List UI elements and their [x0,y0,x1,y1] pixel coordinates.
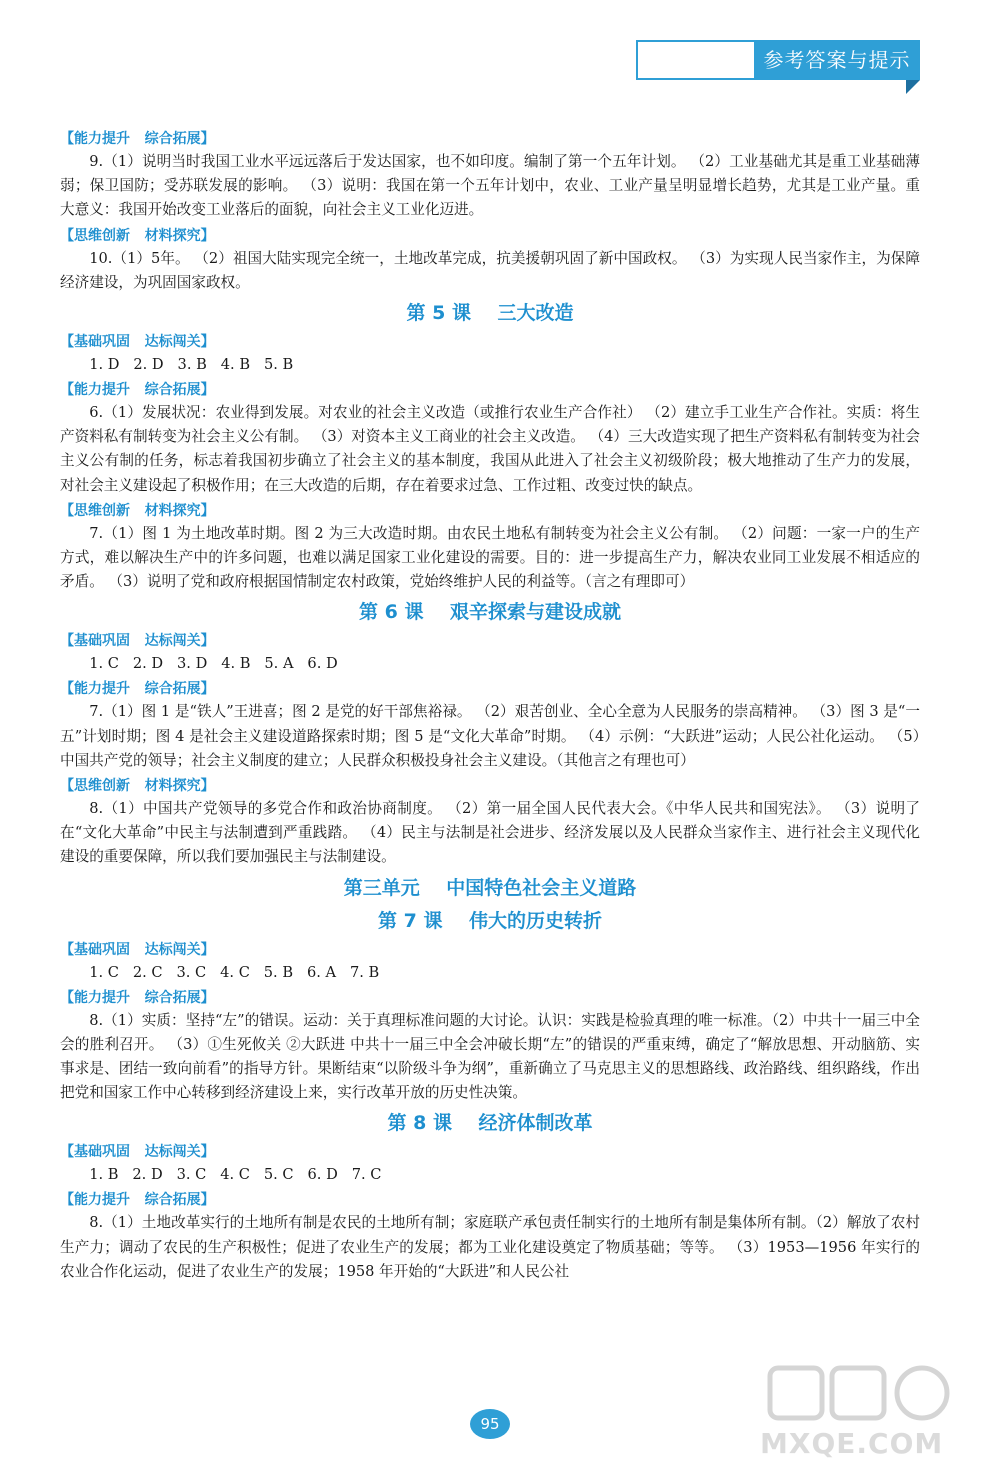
header-frame [636,40,756,80]
section-label: 【基础巩固 达标闯关】 [60,941,215,958]
watermark-logo [760,1360,990,1460]
answer-paragraph: 7.（1）图 1 是“铁人”王进喜；图 2 是党的好干部焦裕禄。 （2）艰苦创业、全心全意为人民服务的崇高精神。 （3）图 3 是“一五”计划时期；图 4 是社会主义建设道路探索时期；图 5 是“文化大革命”时期。 （4）示例：“大跃进”运动；人民公社化运动。 （5）中国共产党的领导；社会主义制度的建立；人民群众积极投身社会主义建设。（其他言之有理也可） [60,703,920,769]
section-label: 【能力提升 综合拓展】 [60,989,215,1006]
section-label: 【基础巩固 达标闯关】 [60,334,215,351]
answer-paragraph: 9.（1）说明当时我国工业水平远远落后于发达国家，也不如印度。编制了第一个五年计划。 （2）工业基础尤其是重工业基础薄弱；保卫国防；受苏联发展的影响。 （3）说明：我国在第一个五年计划中，农业、工业产量呈明显增长趋势，尤其是工业产量。重大意义：我国开始改变工业落后的面貌，向社会主义工业化迈进。 [60,153,920,219]
section-label: 【能力提升 综合拓展】 [60,681,215,698]
lesson-title: 第 5 课 三大改造 [406,302,574,325]
choice-answers: 1. C 2. D 3. D 4. B 5. A 6. D [89,655,338,673]
section-label: 【思维创新 材料探究】 [60,502,215,519]
answer-content [60,126,920,1284]
header-tab-fold [906,80,920,94]
lesson-title: 第三单元 中国特色社会主义道路 [343,876,637,899]
section-label: 【能力提升 综合拓展】 [60,1192,215,1209]
section-label: 【基础巩固 达标闯关】 [60,633,215,650]
section-label: 【能力提升 综合拓展】 [60,131,215,147]
section-label: 【思维创新 材料探究】 [60,778,215,795]
choice-answers: 1. D 2. D 3. B 4. B 5. B [89,356,294,374]
answer-paragraph: 8.（1）实质：坚持“左”的错误。运动：关于真理标准问题的大讨论。认识：实践是检验真理的唯一标准。（2）中共十一届三中全会的胜利召开。 （3）①生死攸关 ②大跃进 中共十一届三中全会冲破长期“左”的错误的严重束缚，确定了“解放思想、开动脑筋、实事求是、团结一致向前看”的指导方针。果断结束“以阶级斗争为纲”，重新确立了马克思主义的思想路线、政治路线、组织路线，作出把党和国家工作中心转移到经济建设上来，实行改革开放的历史性决策。 [60,1011,920,1102]
watermark-graphic-icon [760,1360,960,1430]
section-label: 【基础巩固 达标闯关】 [60,1144,215,1161]
watermark-text: MXQE.COM [760,1427,944,1460]
choice-answers: 1. C 2. C 3. C 4. C 5. B 6. A 7. B [89,963,380,981]
page-header [636,40,920,102]
answer-paragraph: 7.（1）图 1 为土地改革时期。图 2 为三大改造时期。由农民土地私有制转变为社会主义公有制。 （2）问题：一家一户的生产方式，难以解决生产中的许多问题，也难以满足国家工业化建设的需要。目的：进一步提高生产力，解决农业同工业发展不相适应的矛盾。 （3）说明了党和政府根据国情制定农村政策，党始终维护人民的利益等。（言之有理即可） [60,524,920,591]
section-label: 【能力提升 综合拓展】 [60,382,215,399]
answer-paragraph: 10.（1）5年。 （2）祖国大陆实现完全统一，土地改革完成，抗美援朝巩固了新中国政权。 （3）为实现人民当家作主，为保障经济建设，为巩固国家政权。 [60,249,920,291]
answer-paragraph: 8.（1）中国共产党领导的多党合作和政治协商制度。 （2）第一届全国人民代表大会。《中华人民共和国宪法》。 （3）说明了在“文化大革命”中民主与法制遭到严重践踏。 （4）民主与法制是社会进步、经济发展以及人民群众当家作主、进行社会主义现代化建设的重要保障，所以我们要加强民主与法制建设。 [60,800,920,866]
lesson-title: 第 8 课 经济体制改革 [387,1112,593,1135]
page-number: 95 [470,1409,510,1439]
lesson-title: 第 6 课 艰辛探索与建设成就 [359,601,621,624]
header-tab: 参考答案与提示 [754,40,920,80]
answer-paragraph: 8.（1）土地改革实行的土地所有制是农民的土地所有制；家庭联产承包责任制实行的土地所有制是集体所有制。（2）解放了农村生产力；调动了农民的生产积极性；促进了农业生产的发展；都为工业化建设奠定了物质基础；等等。 （3）1953—1956 年实行的农业合作化运动，促进了农业生产的发展；1958 年开始的“大跃进”和人民公社 [60,1214,920,1280]
answer-paragraph: 6.（1）发展状况：农业得到发展。对农业的社会主义改造（或推行农业生产合作社） （2）建立手工业生产合作社。实质：将生产资料私有制转变为社会主义公有制。 （3）对资本主义工商业的社会主义改造。 （4）三大改造实现了把生产资料私有制转变为社会主义公有制的任务，标志着我国初步确立了社会主义的基本制度，我国从此进入了社会主义初级阶段；极大地推动了生产力的发展，对社会主义建设起了积极作用；在三大改造的后期，存在着要求过急、工作过粗、改变过快的缺点。 [60,404,920,494]
choice-answers: 1. B 2. D 3. C 4. C 5. C 6. D 7. C [89,1166,382,1184]
lesson-title: 第 7 课 伟大的历史转折 [378,909,602,932]
section-label: 【思维创新 材料探究】 [60,227,215,244]
